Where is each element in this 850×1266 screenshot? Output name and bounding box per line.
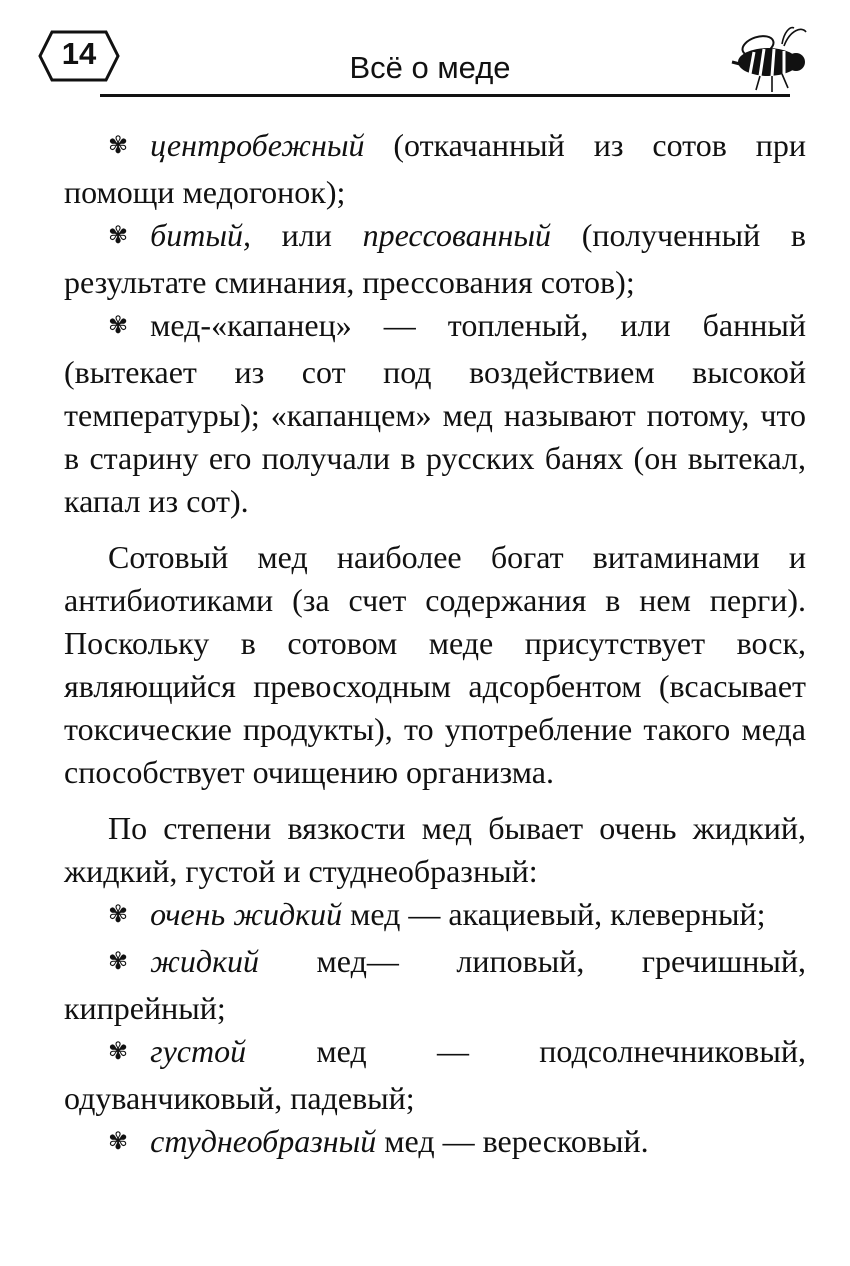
header-rule <box>100 94 790 97</box>
item-text: мед — акациевый, клеверный; <box>342 896 766 932</box>
term: битый, <box>150 217 251 253</box>
list-item <box>64 940 806 1030</box>
item-text: мед— липовый, гречишный, кипрейный; <box>64 943 806 1026</box>
item-text: или <box>250 217 363 253</box>
item-text: (откачанный из сотов при помощи медогонок); <box>64 127 806 210</box>
list-item <box>64 214 806 304</box>
item-text: мед — подсолнечниковый, одуванчиковый, падевый; <box>64 1033 806 1116</box>
paragraph: По степени вязкости мед бывает очень жидкий, жидкий, густой и студнеобразный: <box>64 810 806 889</box>
list-item <box>64 1120 806 1167</box>
page-header <box>0 0 850 110</box>
list-item <box>64 1030 806 1120</box>
item-text: (полученный в результате сминания, прессования сотов); <box>64 217 807 300</box>
bee-icon <box>724 24 808 96</box>
term: густой <box>150 1033 247 1069</box>
term: прессованный <box>362 217 552 253</box>
flower-bullet-icon: ✾ <box>108 902 129 928</box>
running-title: Всё о меде <box>349 50 511 85</box>
flower-bullet-icon: ✾ <box>108 949 129 975</box>
flower-bullet-icon: ✾ <box>108 313 129 339</box>
page-number: 14 <box>61 36 97 71</box>
term: студнеобразный <box>150 1123 377 1159</box>
term: очень жидкий <box>150 896 343 932</box>
list-item <box>64 304 806 523</box>
list-item <box>64 893 806 940</box>
term: центробежный <box>150 127 365 163</box>
item-text: мед — вересковый. <box>376 1123 649 1159</box>
term: жидкий <box>150 943 260 979</box>
flower-bullet-icon: ✾ <box>108 223 129 249</box>
flower-bullet-icon: ✾ <box>108 133 129 159</box>
page-body <box>64 124 806 1167</box>
flower-bullet-icon: ✾ <box>108 1039 129 1065</box>
paragraph: Сотовый мед наиболее богат витаминами и антибиотиками (за счет содержания в нем перги). Поскольку в сотовом меде присутствует воск, являющийся превосходным адсорбентом (всасывает токсические продукты), то употребление такого меда способствует очищению организма. <box>64 539 806 790</box>
flower-bullet-icon: ✾ <box>108 1129 129 1155</box>
list-item <box>64 124 806 214</box>
item-text: мед-«капанец» — топленый, или банный (вытекает из сот под воздействием высокой температуры); «капанцем» мед называют потому, что в старину его получали в русских банях (он вытекал, капал из сот). <box>64 307 806 519</box>
